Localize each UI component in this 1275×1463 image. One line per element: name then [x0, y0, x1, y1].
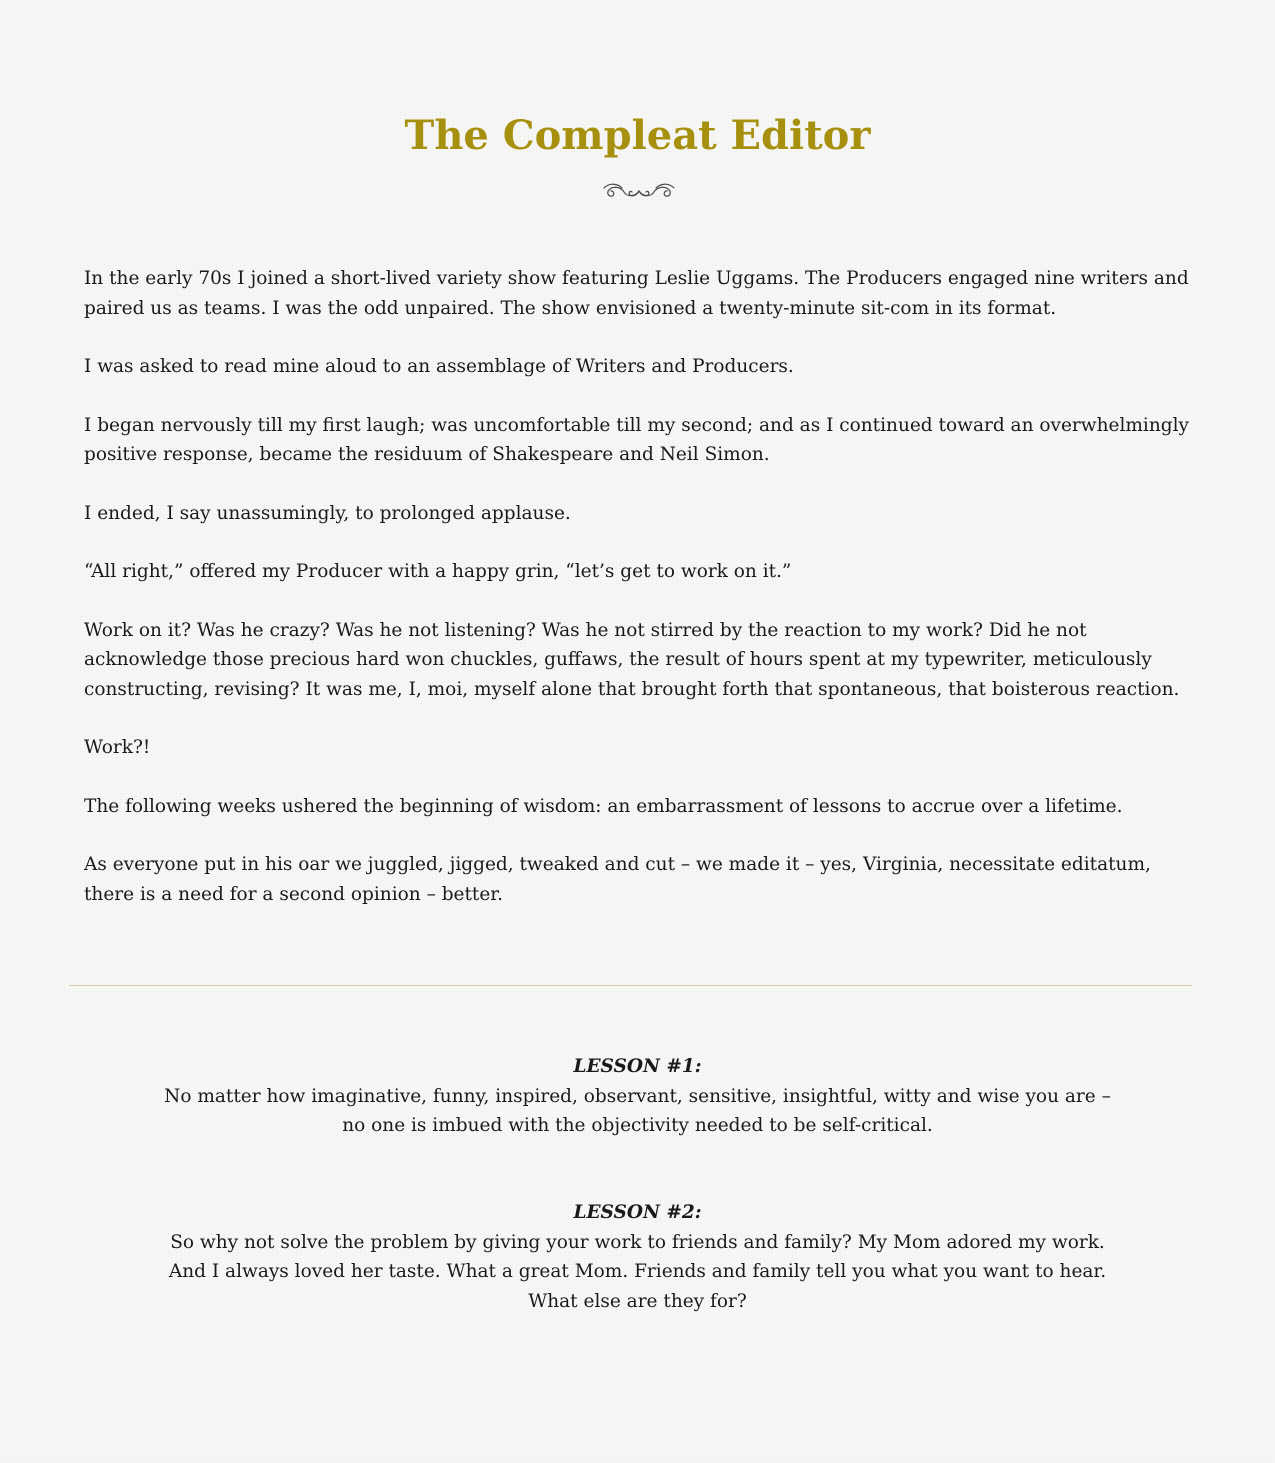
- story-paragraph: Work on it? Was he crazy? Was he not listening? Was he not stirred by the reaction to my work? Did he not acknowledge those precious hard won chuckles, guffaws, the result of hours spent at my typewriter, meticulously constructing, revising? It was me, I, moi, myself alone that brought forth that spontaneous, that boisterous reaction.: [84, 619, 1180, 700]
- lesson-line: And I always loved her taste. What a great Mom. Friends and family tell you what you want to hear.: [168, 1261, 1107, 1282]
- lesson-line: So why not solve the problem by giving your work to friends and family? My Mom adored my work.: [170, 1231, 1105, 1253]
- section-divider: [69, 985, 1192, 986]
- lesson-line: No matter how imaginative, funny, inspired, observant, sensitive, insightful, witty and wise you are –: [164, 1085, 1111, 1107]
- story-paragraph: “All right,” offered my Producer with a happy grin, “let’s get to work on it.”: [84, 561, 792, 582]
- story-paragraph: The following weeks ushered the beginning of wisdom: an embarrassment of lessons to accrue over a lifetime.: [84, 795, 1123, 817]
- story-paragraph: As everyone put in his oar we juggled, jigged, tweaked and cut – we made it – yes, Virginia, necessitate editatum, there is a need for a second opinion – better.: [84, 854, 1151, 905]
- page-title: The Compleat Editor: [404, 112, 871, 159]
- lesson-line: no one is imbued with the objectivity needed to be self-critical.: [342, 1115, 933, 1136]
- story-body: [84, 264, 1194, 938]
- ornamental-flourish-icon: [602, 178, 676, 202]
- story-paragraph: In the early 70s I joined a short-lived variety show featuring Leslie Uggams. The Producers engaged nine writers and paired us as teams. I was the odd unpaired. The show envisioned a twenty-minute sit-com in its format.: [84, 268, 1189, 319]
- lesson-block-1: [0, 1052, 1275, 1141]
- lesson-block-2: [0, 1198, 1275, 1316]
- lesson-heading: LESSON #2:: [573, 1202, 702, 1223]
- story-paragraph: I was asked to read mine aloud to an assemblage of Writers and Producers.: [84, 356, 794, 377]
- lesson-heading: LESSON #1:: [573, 1056, 702, 1077]
- lesson-line: What else are they for?: [528, 1290, 747, 1312]
- story-paragraph: I ended, I say unassumingly, to prolonged applause.: [84, 502, 571, 524]
- story-paragraph: I began nervously till my first laugh; was uncomfortable till my second; and as I continued toward an overwhelmingly positive response, became the residuum of Shakespeare and Neil Simon.: [84, 414, 1189, 465]
- story-paragraph: Work?!: [84, 737, 151, 758]
